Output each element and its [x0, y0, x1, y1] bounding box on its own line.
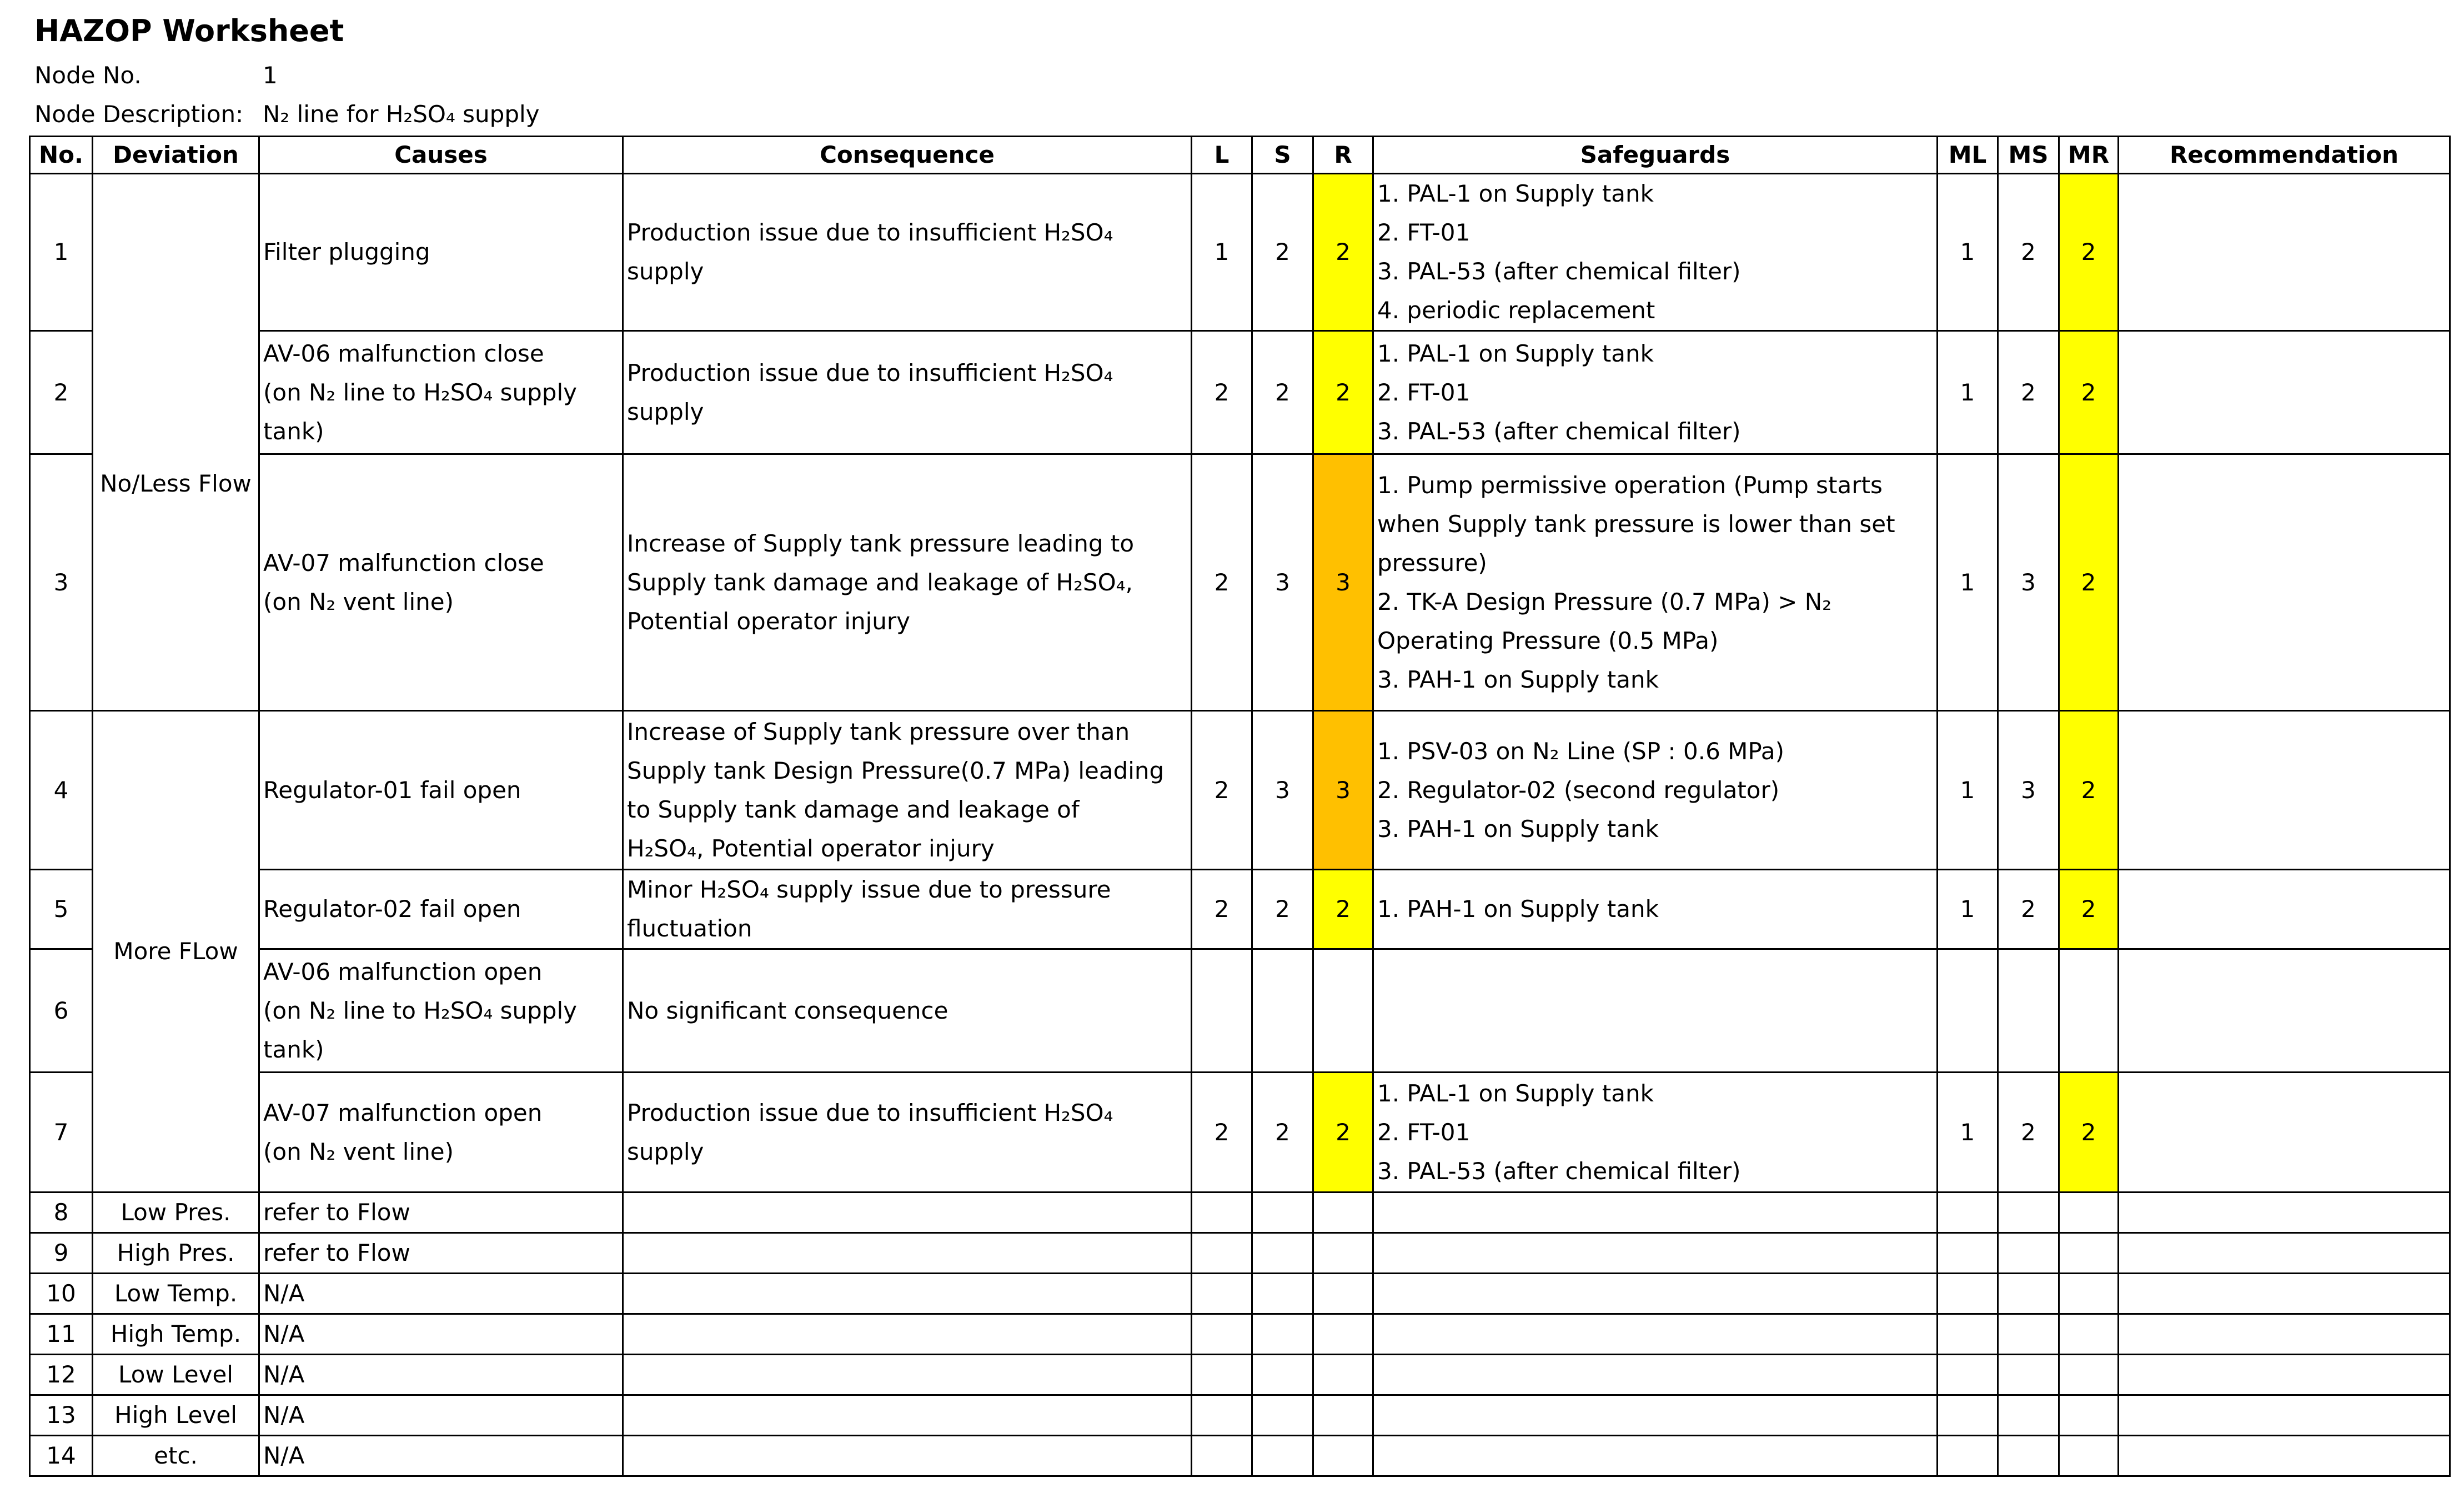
consequence-cell [623, 1233, 1192, 1274]
mitigated-likelihood-cell: 1 [1938, 174, 1998, 331]
table-row [30, 870, 2450, 949]
mitigated-likelihood-cell [1938, 1193, 1998, 1233]
mitigated-likelihood-cell [1938, 949, 1998, 1073]
consequence-cell-line: Potential operator injury [627, 607, 911, 635]
deviation-cell: High Pres. [93, 1233, 259, 1274]
severity-cell [1252, 1274, 1313, 1314]
safeguards-cell-line: 3. PAL-53 (after chemical filter) [1377, 417, 1741, 445]
causes-cell: N/A [259, 1314, 623, 1355]
safeguards-cell [1373, 1073, 1938, 1193]
mitigated-likelihood-cell: 1 [1938, 870, 1998, 949]
causes-cell [259, 949, 623, 1073]
header-ms: MS [1998, 137, 2059, 174]
consequence-cell [623, 949, 1192, 1073]
likelihood-cell [1192, 1395, 1252, 1436]
safeguards-cell [1373, 1193, 1938, 1233]
deviation-cell: Low Pres. [93, 1193, 259, 1233]
risk-cell [1313, 1274, 1373, 1314]
safeguards-cell-line: 2. Regulator-02 (second regulator) [1377, 776, 1780, 804]
node-number-value: 1 [263, 62, 278, 89]
safeguards-cell-line: 1. PAL-1 on Supply tank [1377, 1079, 1654, 1107]
mitigated-risk-cell [2059, 1436, 2119, 1476]
safeguards-cell-line: 3. PAL-53 (after chemical filter) [1377, 1157, 1741, 1185]
safeguards-cell-line: 3. PAH-1 on Supply tank [1377, 665, 1659, 693]
mitigated-likelihood-cell: 1 [1938, 711, 1998, 870]
node-description [34, 98, 540, 131]
risk-cell: 2 [1313, 174, 1373, 331]
safeguards-cell [1373, 949, 1938, 1073]
mitigated-likelihood-cell [1938, 1314, 1998, 1355]
safeguards-cell-line: 1. PAH-1 on Supply tank [1377, 895, 1659, 923]
mitigated-severity-cell: 3 [1998, 711, 2059, 870]
consequence-cell [623, 1274, 1192, 1314]
consequence-cell-line: Supply tank Design Pressure(0.7 MPa) leading [627, 756, 1165, 784]
consequence-cell-line: Increase of Supply tank pressure over than [627, 718, 1130, 745]
deviation-cell: High Temp. [93, 1314, 259, 1355]
consequence-cell [623, 1193, 1192, 1233]
likelihood-cell [1192, 1355, 1252, 1395]
deviation-cell: Low Temp. [93, 1274, 259, 1314]
mitigated-risk-cell: 2 [2059, 1073, 2119, 1193]
risk-cell: 3 [1313, 711, 1373, 870]
risk-cell [1313, 1233, 1373, 1274]
safeguards-cell [1373, 1355, 1938, 1395]
recommendation-cell [2119, 1395, 2450, 1436]
causes-cell-line: Regulator-02 fail open [263, 895, 521, 923]
mitigated-severity-cell [1998, 1355, 2059, 1395]
safeguards-cell-line: 1. Pump permissive operation (Pump starts [1377, 471, 1883, 499]
causes-cell-line: tank) [263, 417, 324, 445]
mitigated-severity-cell: 2 [1998, 870, 2059, 949]
row-number: 9 [30, 1233, 93, 1274]
mitigated-risk-cell: 2 [2059, 870, 2119, 949]
row-number: 3 [30, 454, 93, 711]
deviation-cell: Low Level [93, 1355, 259, 1395]
consequence-cell-line: Supply tank damage and leakage of H₂SO₄, [627, 568, 1133, 596]
safeguards-cell-line: 2. FT-01 [1377, 219, 1471, 246]
mitigated-severity-cell [1998, 1436, 2059, 1476]
hazop-table [29, 136, 2451, 1477]
safeguards-cell [1373, 870, 1938, 949]
table-row [30, 454, 2450, 711]
consequence-cell [623, 870, 1192, 949]
row-number: 13 [30, 1395, 93, 1436]
causes-cell: N/A [259, 1436, 623, 1476]
table-header-row [30, 137, 2450, 174]
causes-cell: refer to Flow [259, 1233, 623, 1274]
causes-cell: refer to Flow [259, 1193, 623, 1233]
safeguards-cell-line: when Supply tank pressure is lower than set [1377, 510, 1895, 538]
likelihood-cell [1192, 1436, 1252, 1476]
recommendation-cell [2119, 949, 2450, 1073]
causes-cell-line: AV-06 malfunction open [263, 958, 543, 985]
recommendation-cell [2119, 1274, 2450, 1314]
consequence-cell-line: Production issue due to insufficient H₂SO₄ [627, 359, 1113, 387]
severity-cell [1252, 949, 1313, 1073]
risk-cell [1313, 1314, 1373, 1355]
consequence-cell-line: Production issue due to insufficient H₂SO₄ [627, 1099, 1113, 1126]
node-description-value: N₂ line for H₂SO₄ supply [263, 101, 540, 128]
likelihood-cell: 2 [1192, 331, 1252, 454]
safeguards-cell [1373, 454, 1938, 711]
row-number: 7 [30, 1073, 93, 1193]
row-number: 11 [30, 1314, 93, 1355]
worksheet-title: HAZOP Worksheet [34, 13, 344, 48]
table-row [30, 711, 2450, 870]
risk-cell: 2 [1313, 331, 1373, 454]
node-number-label: Node No. [34, 62, 142, 89]
safeguards-cell-line: 4. periodic replacement [1377, 297, 1655, 324]
likelihood-cell: 2 [1192, 870, 1252, 949]
severity-cell [1252, 1436, 1313, 1476]
table-row [30, 174, 2450, 331]
mitigated-likelihood-cell: 1 [1938, 454, 1998, 711]
header-safeguards: Safeguards [1373, 137, 1938, 174]
causes-cell-line: (on N₂ line to H₂SO₄ supply [263, 378, 577, 406]
deviation-cell: More FLow [93, 711, 259, 1193]
safeguards-cell [1373, 1314, 1938, 1355]
consequence-cell [623, 454, 1192, 711]
severity-cell: 2 [1252, 1073, 1313, 1193]
causes-cell-line: (on N₂ vent line) [263, 1138, 454, 1165]
consequence-cell-line: Increase of Supply tank pressure leading to [627, 529, 1135, 557]
header-causes: Causes [259, 137, 623, 174]
table-row [30, 1073, 2450, 1193]
consequence-cell-line: Minor H₂SO₄ supply issue due to pressure [627, 876, 1111, 903]
table-row [30, 1274, 2450, 1314]
severity-cell: 3 [1252, 454, 1313, 711]
causes-cell [259, 870, 623, 949]
risk-cell [1313, 949, 1373, 1073]
likelihood-cell: 2 [1192, 1073, 1252, 1193]
consequence-cell-line: Production issue due to insufficient H₂SO₄ [627, 219, 1113, 246]
table-row [30, 949, 2450, 1073]
safeguards-cell [1373, 711, 1938, 870]
node-description-label: Node Description: [34, 101, 244, 128]
table-row [30, 1355, 2450, 1395]
causes-cell-line: AV-07 malfunction open [263, 1099, 543, 1126]
row-number: 14 [30, 1436, 93, 1476]
causes-cell-line: tank) [263, 1035, 324, 1063]
row-number: 6 [30, 949, 93, 1073]
mitigated-risk-cell [2059, 1314, 2119, 1355]
causes-cell [259, 454, 623, 711]
mitigated-risk-cell [2059, 1274, 2119, 1314]
header-consequence: Consequence [623, 137, 1192, 174]
causes-cell-line: (on N₂ vent line) [263, 588, 454, 615]
header-mr: MR [2059, 137, 2119, 174]
recommendation-cell [2119, 1355, 2450, 1395]
risk-cell [1313, 1436, 1373, 1476]
safeguards-cell-line: 2. FT-01 [1377, 1118, 1471, 1146]
risk-cell [1313, 1395, 1373, 1436]
deviation-cell: etc. [93, 1436, 259, 1476]
mitigated-severity-cell [1998, 1314, 2059, 1355]
causes-cell [259, 331, 623, 454]
node-number [34, 59, 278, 92]
severity-cell: 3 [1252, 711, 1313, 870]
likelihood-cell [1192, 1193, 1252, 1233]
consequence-cell [623, 1073, 1192, 1193]
safeguards-cell-line: 1. PSV-03 on N₂ Line (SP : 0.6 MPa) [1377, 737, 1784, 765]
mitigated-risk-cell [2059, 949, 2119, 1073]
row-number: 10 [30, 1274, 93, 1314]
safeguards-cell-line: 1. PAL-1 on Supply tank [1377, 339, 1654, 367]
recommendation-cell [2119, 870, 2450, 949]
table-row [30, 1436, 2450, 1476]
risk-cell: 3 [1313, 454, 1373, 711]
mitigated-likelihood-cell [1938, 1274, 1998, 1314]
safeguards-cell-line: 2. FT-01 [1377, 378, 1471, 406]
safeguards-cell-line: pressure) [1377, 549, 1487, 577]
causes-cell-line: Filter plugging [263, 238, 430, 265]
recommendation-cell [2119, 174, 2450, 331]
mitigated-risk-cell: 2 [2059, 174, 2119, 331]
risk-cell [1313, 1193, 1373, 1233]
risk-cell: 2 [1313, 870, 1373, 949]
likelihood-cell [1192, 1274, 1252, 1314]
consequence-cell-line: to Supply tank damage and leakage of [627, 795, 1080, 823]
safeguards-cell [1373, 1233, 1938, 1274]
safeguards-cell [1373, 174, 1938, 331]
safeguards-cell-line: 3. PAH-1 on Supply tank [1377, 815, 1659, 843]
mitigated-severity-cell [1998, 1274, 2059, 1314]
causes-cell [259, 711, 623, 870]
likelihood-cell: 2 [1192, 454, 1252, 711]
recommendation-cell [2119, 1073, 2450, 1193]
table-row [30, 1395, 2450, 1436]
recommendation-cell [2119, 1436, 2450, 1476]
severity-cell: 2 [1252, 870, 1313, 949]
consequence-cell-line: No significant consequence [627, 996, 949, 1024]
header-r: R [1313, 137, 1373, 174]
likelihood-cell [1192, 1233, 1252, 1274]
causes-cell [259, 1073, 623, 1193]
table-row [30, 1233, 2450, 1274]
safeguards-cell [1373, 331, 1938, 454]
severity-cell [1252, 1193, 1313, 1233]
severity-cell [1252, 1355, 1313, 1395]
row-number: 5 [30, 870, 93, 949]
mitigated-risk-cell: 2 [2059, 331, 2119, 454]
mitigated-severity-cell: 3 [1998, 454, 2059, 711]
consequence-cell [623, 1395, 1192, 1436]
header-no: No. [30, 137, 93, 174]
header-recommendation: Recommendation [2119, 137, 2450, 174]
likelihood-cell: 2 [1192, 711, 1252, 870]
mitigated-likelihood-cell [1938, 1355, 1998, 1395]
header-s: S [1252, 137, 1313, 174]
mitigated-severity-cell: 2 [1998, 331, 2059, 454]
mitigated-severity-cell: 2 [1998, 174, 2059, 331]
mitigated-risk-cell [2059, 1233, 2119, 1274]
deviation-cell: High Level [93, 1395, 259, 1436]
table-row [30, 1193, 2450, 1233]
row-number: 2 [30, 331, 93, 454]
table-row [30, 331, 2450, 454]
consequence-cell [623, 711, 1192, 870]
recommendation-cell [2119, 711, 2450, 870]
recommendation-cell [2119, 454, 2450, 711]
consequence-cell-line: supply [627, 398, 704, 425]
severity-cell: 2 [1252, 174, 1313, 331]
mitigated-risk-cell: 2 [2059, 711, 2119, 870]
header-l: L [1192, 137, 1252, 174]
mitigated-likelihood-cell [1938, 1395, 1998, 1436]
causes-cell: N/A [259, 1355, 623, 1395]
safeguards-cell-line: 1. PAL-1 on Supply tank [1377, 180, 1654, 207]
safeguards-cell-line: Operating Pressure (0.5 MPa) [1377, 627, 1719, 654]
mitigated-likelihood-cell [1938, 1436, 1998, 1476]
consequence-cell-line: supply [627, 258, 704, 285]
severity-cell [1252, 1233, 1313, 1274]
recommendation-cell [2119, 331, 2450, 454]
recommendation-cell [2119, 1314, 2450, 1355]
likelihood-cell: 1 [1192, 174, 1252, 331]
mitigated-risk-cell [2059, 1395, 2119, 1436]
mitigated-likelihood-cell: 1 [1938, 1073, 1998, 1193]
causes-cell-line: (on N₂ line to H₂SO₄ supply [263, 996, 577, 1024]
severity-cell: 2 [1252, 331, 1313, 454]
mitigated-severity-cell: 2 [1998, 1073, 2059, 1193]
mitigated-risk-cell [2059, 1193, 2119, 1233]
recommendation-cell [2119, 1193, 2450, 1233]
causes-cell-line: AV-07 malfunction close [263, 549, 544, 577]
mitigated-risk-cell: 2 [2059, 454, 2119, 711]
safeguards-cell-line: 3. PAL-53 (after chemical filter) [1377, 258, 1741, 285]
consequence-cell-line: H₂SO₄, Potential operator injury [627, 834, 995, 862]
consequence-cell [623, 1314, 1192, 1355]
mitigated-severity-cell [1998, 1233, 2059, 1274]
consequence-cell-line: supply [627, 1138, 704, 1165]
safeguards-cell-line: 2. TK-A Design Pressure (0.7 MPa) > N₂ [1377, 588, 1832, 615]
row-number: 8 [30, 1193, 93, 1233]
likelihood-cell [1192, 949, 1252, 1073]
safeguards-cell [1373, 1395, 1938, 1436]
severity-cell [1252, 1395, 1313, 1436]
consequence-cell [623, 1436, 1192, 1476]
consequence-cell [623, 331, 1192, 454]
likelihood-cell [1192, 1314, 1252, 1355]
recommendation-cell [2119, 1233, 2450, 1274]
causes-cell-line: AV-06 malfunction close [263, 339, 544, 367]
header-deviation: Deviation [93, 137, 259, 174]
causes-cell [259, 174, 623, 331]
table-row [30, 1314, 2450, 1355]
safeguards-cell [1373, 1274, 1938, 1314]
causes-cell-line: Regulator-01 fail open [263, 776, 521, 804]
deviation-cell: No/Less Flow [93, 174, 259, 711]
header-ml: ML [1938, 137, 1998, 174]
mitigated-likelihood-cell: 1 [1938, 331, 1998, 454]
mitigated-severity-cell [1998, 949, 2059, 1073]
severity-cell [1252, 1314, 1313, 1355]
consequence-cell [623, 174, 1192, 331]
row-number: 4 [30, 711, 93, 870]
mitigated-risk-cell [2059, 1355, 2119, 1395]
mitigated-severity-cell [1998, 1395, 2059, 1436]
mitigated-likelihood-cell [1938, 1233, 1998, 1274]
safeguards-cell [1373, 1436, 1938, 1476]
risk-cell: 2 [1313, 1073, 1373, 1193]
risk-cell [1313, 1355, 1373, 1395]
row-number: 12 [30, 1355, 93, 1395]
causes-cell: N/A [259, 1274, 623, 1314]
mitigated-severity-cell [1998, 1193, 2059, 1233]
causes-cell: N/A [259, 1395, 623, 1436]
consequence-cell [623, 1355, 1192, 1395]
consequence-cell-line: fluctuation [627, 915, 752, 942]
row-number: 1 [30, 174, 93, 331]
